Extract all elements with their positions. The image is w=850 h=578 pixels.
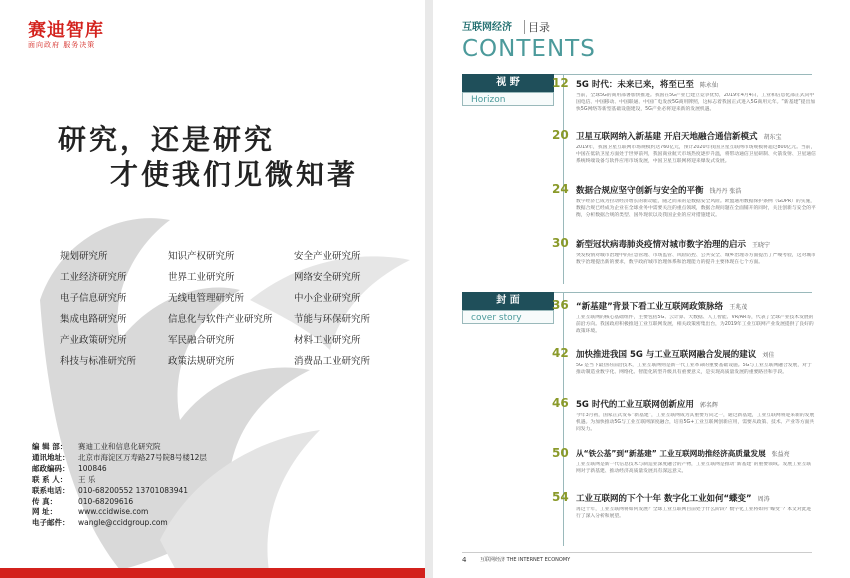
institute-item: 政策法规研究所 [168, 356, 235, 367]
institute-item: 集成电路研究所 [60, 314, 127, 325]
contact-row: 传 真： 010-68209616 [32, 496, 134, 506]
toc-page-number: 24 [552, 182, 569, 196]
page-number: 4 [462, 556, 467, 564]
section-vline [563, 74, 564, 284]
toc-title: 卫星互联网纳入新基建 开启天地融合通信新模式 胡东宝 [576, 132, 782, 142]
footer-rule [462, 552, 812, 553]
institute-item: 材料工业研究所 [294, 335, 361, 346]
institute-item: 军民融合研究所 [168, 335, 235, 346]
toc-page-number: 42 [552, 346, 569, 360]
title-divider [524, 20, 525, 34]
toc-entry[interactable] [552, 346, 816, 384]
headline-line-1: 研究，还是研究 [58, 123, 276, 156]
toc-title: 数据合规应坚守创新与安全的平衡 钱丹丹 张浩 [576, 186, 742, 196]
mulu-label: 目录 [528, 21, 550, 34]
toc-author: 陈永仙 [699, 82, 718, 89]
toc-desc: 工业互联网的核心基础组件，主要包括5G、云计算、大数据、人工智能、VR/AR等，代表了全球产业技术发展的前沿方向。我国政府积极推进工业互联网发展，相关政策密集出台，为2019年工业互联网产业发展提供了良好的政策环境。 [576, 315, 814, 334]
institute-item: 科技与标准研究所 [60, 356, 137, 367]
contact-row: 邮政编码： 100846 [32, 463, 107, 473]
toc-desc: 突发疫情对城市治理中的应急管理、市场监管、风险防控、公共安全、城乡治理等方面提出了严峻考验，这对城市数字治理提出新的要求，数字政府城市治理体系和治理能力的提升主要体现在七个方面。 [576, 253, 816, 265]
toc-title: 5G 时代的工业互联网创新应用 郭名辉 [576, 400, 718, 410]
toc-title: 从“铁公基”到“新基建” 工业互联网助推经济高质量发展 张益亮 [576, 449, 790, 458]
section-sub-cover: cover story [462, 310, 554, 324]
logo: 赛迪智库 [28, 20, 104, 41]
contact-row: 通讯地址： 北京市海淀区万寿路27号院8号楼12层 [32, 452, 207, 462]
institute-item: 产业政策研究所 [60, 335, 127, 346]
toc-author: 王晓宁 [752, 242, 771, 249]
contact-block [32, 442, 332, 529]
contact-row: 网 址： www.ccidwise.com [32, 507, 149, 517]
toc-page-number: 46 [552, 396, 569, 410]
toc-desc: 工业互联网是新一代信息技术与制造业深度融合的产物，工业互联网是推动“新基建”的重要领域。发展工业互联网对于新基建、推动经济高质量发展具有深远意义。 [576, 462, 812, 474]
logo-tagline: 面向政府 服务决策 [28, 41, 96, 49]
toc-author: 钱丹丹 张浩 [709, 188, 742, 195]
toc-page-number: 50 [552, 446, 569, 460]
toc-page-number: 12 [552, 76, 569, 90]
toc-desc: 再过十年，工业互联网将如何发展？全球工业互联网目前处于什么阶段？数字化工业将如何“蝶变”？本文对此进行了深入分析和展望。 [576, 507, 812, 519]
institute-item: 中小企业研究所 [294, 293, 361, 304]
magazine-brand: 互联网经济 [462, 22, 512, 33]
toc-author: 张益亮 [771, 451, 790, 458]
toc-entry[interactable] [552, 298, 816, 336]
toc-desc: 5G 是当下最热的前沿技术，工业互联网则是新一代工业革命的重要基础设施。5G与工业互联网融合发展，对于推动制造业数字化、网络化、智能化转型升级具有重要意义，是实现高质量发展的重要路径和手段。 [576, 363, 812, 375]
toc-entry[interactable] [552, 76, 816, 121]
toc-desc: 当前，全球5G的商用部署加快推进。我国在5G产业已建立竞争优势，2019年4月4日，工业和信息化部正式向中国电信、中国移动、中国联通、中国广电发放5G商用牌照，这标志着我国正式进入5G商用元年。“新基建”提出加快5G网络等新型基础设施建设，5G产业必将迎来新的发展机遇。 [576, 93, 816, 112]
institute-item: 工业经济研究所 [60, 272, 127, 283]
institute-list [60, 248, 400, 367]
institute-item: 世界工业研究所 [168, 272, 235, 283]
institute-item: 信息化与软件产业研究所 [168, 314, 273, 325]
toc-title: 新型冠状病毒肺炎疫情对城市数字治理的启示 王晓宁 [576, 240, 771, 250]
section-head-horizon: 视 野 [462, 74, 554, 92]
institute-item: 消费品工业研究所 [294, 356, 371, 367]
toc-entry[interactable] [552, 128, 816, 173]
headline-line-2: 才使我们见微知著 [110, 158, 359, 191]
toc-desc: 数字经济已成为拉动经济增长的新动能，随之而来的是数据安全风险。欧盟通用数据保护条例（GDPR）的实施，数据合规已经成为企业在全球业务中需要关注的重点领域，数据合规问题在全面铺开的同时，关注创新与安全的平衡，分析数据合规的类型、国外现状以及我国企业的应对措施建议。 [576, 199, 816, 218]
toc-author: 周涛 [757, 496, 770, 503]
section-vline [563, 292, 564, 546]
toc-page-number: 20 [552, 128, 569, 142]
toc-title: 5G 时代：未来已来，将至已至 陈永仙 [576, 80, 718, 90]
footer-brand: 互联网经济 THE INTERNET ECONOMY [480, 557, 571, 563]
toc-entry[interactable] [552, 490, 816, 528]
toc-page-number: 30 [552, 236, 569, 250]
toc-desc: 今年3月初，国家正式发布“新基建”，工业互联网成为其重要方向之一，通过新基建，工业互联网将迎来新的发展机遇。为加快推动5G与工业互联网深度融合，培育5G+工业互联网创新应用，需要从政策、技术、产业等方面共同发力。 [576, 413, 815, 432]
toc-page-number: 36 [552, 298, 569, 312]
institute-item: 节能与环保研究所 [294, 314, 371, 325]
institute-item: 安全产业研究所 [294, 251, 361, 262]
contact-row: 编 辑 部： 赛迪工业和信息化研究院 [32, 442, 161, 451]
toc-entry[interactable] [552, 182, 816, 227]
section-head-cover: 封 面 [462, 292, 554, 310]
toc-entry[interactable] [552, 446, 816, 483]
toc-author: 刘佳 [762, 352, 775, 359]
contact-row: 联系电话： 010-68200552 13701083941 [32, 485, 189, 495]
toc-entry[interactable] [552, 396, 816, 441]
toc-title: “新基建”背景下看工业互联网政策脉络 王兆茂 [576, 302, 748, 312]
contact-row: 联 系 人： 王 乐 [32, 474, 96, 484]
toc-title: 加快推进我国 5G 与工业互联网融合发展的建议 刘佳 [576, 350, 775, 360]
institute-item: 知识产权研究所 [168, 251, 235, 262]
toc-desc: 2019年，我国卫星互联网市场规模约达760亿元，预计2020年我国卫星互联网市场规模将超过800亿元。当前，中国在低轨卫星方面处于世界前列，我国商业航天市场热度逐步升温，将带动通信卫星研制、火箭发射、卫星通信系统终端设备与软件应用市场发展，中国卫星互联网将迎来爆发式发展。 [576, 145, 816, 164]
institute-item: 网络安全研究所 [294, 272, 361, 283]
toc-author: 王兆茂 [729, 304, 748, 311]
contents-title: CONTENTS [462, 36, 596, 62]
toc-title: 工业互联网的下个十年 数字化工业如何“蝶变” 周涛 [576, 494, 770, 504]
contact-row: 电子邮件： wangle@ccidgroup.com [32, 518, 168, 528]
toc-page-number: 54 [552, 490, 569, 504]
institute-item: 无线电管理研究所 [168, 293, 245, 304]
section-sub-horizon: Horizon [462, 92, 554, 106]
red-bottom-bar [0, 568, 425, 578]
toc-author: 郭名辉 [699, 402, 718, 409]
institute-item: 规划研究所 [60, 251, 108, 262]
toc-author: 胡东宝 [763, 134, 782, 141]
toc-entry[interactable] [552, 236, 816, 274]
institute-item: 电子信息研究所 [60, 293, 127, 304]
